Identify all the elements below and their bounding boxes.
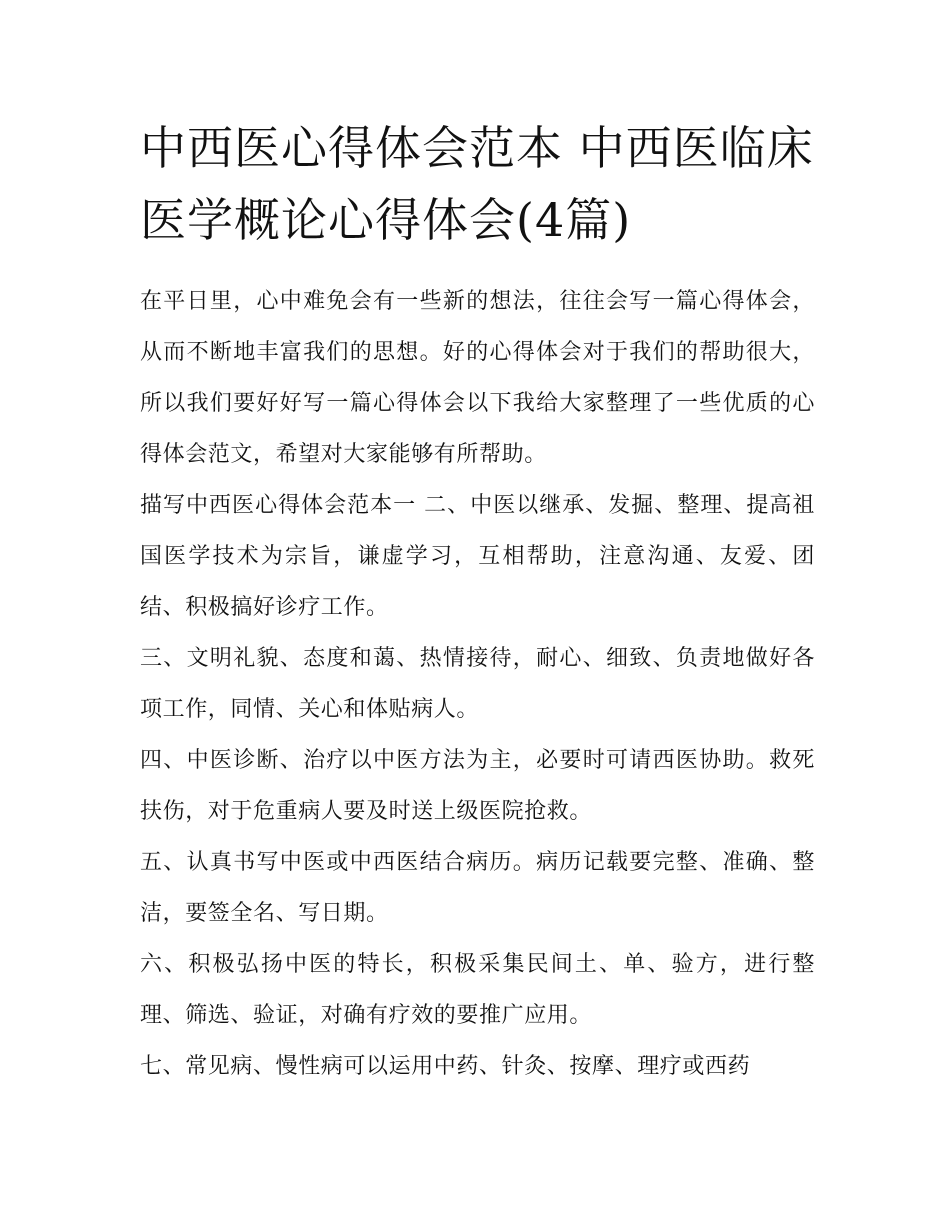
- paragraph-item-4: 四、中医诊断、治疗以中医方法为主，必要时可请西医协助。救死扶伤，对于危重病人要及时送上级医院抢救。: [140, 748, 815, 824]
- paragraph-item-7: 七、常见病、慢性病可以运用中药、针灸、按摩、理疗或西药: [140, 1054, 751, 1079]
- paragraph-intro: 在平日里，心中难免会有一些新的想法，往往会写一篇心得体会，从而不断地丰富我们的思想。好的心得体会对于我们的帮助很大，所以我们要好好写一篇心得体会以下我给大家整理了一些优质的心得体会范文，希望对大家能够有所帮助。: [140, 289, 815, 467]
- document-title: 中西医心得体会范本 中西医临床医学概论心得体会(4篇): [140, 121, 814, 247]
- paragraph-item-2: 描写中西医心得体会范本一 二、中医以继承、发掘、整理、提高祖国医学技术为宗旨，谦虚学习，互相帮助，注意沟通、友爱、团结、积极搞好诊疗工作。: [140, 493, 815, 620]
- paragraph-item-5: 五、认真书写中医或中西医结合病历。病历记载要完整、准确、整洁，要签全名、写日期。: [140, 850, 815, 926]
- paragraph-item-6: 六、积极弘扬中医的特长，积极采集民间土、单、验方，进行整理、筛选、验证，对确有疗效的要推广应用。: [140, 952, 815, 1028]
- paragraph-item-3: 三、文明礼貌、态度和蔼、热情接待，耐心、细致、负责地做好各项工作，同情、关心和体贴病人。: [140, 646, 815, 722]
- document-body: [140, 276, 815, 1092]
